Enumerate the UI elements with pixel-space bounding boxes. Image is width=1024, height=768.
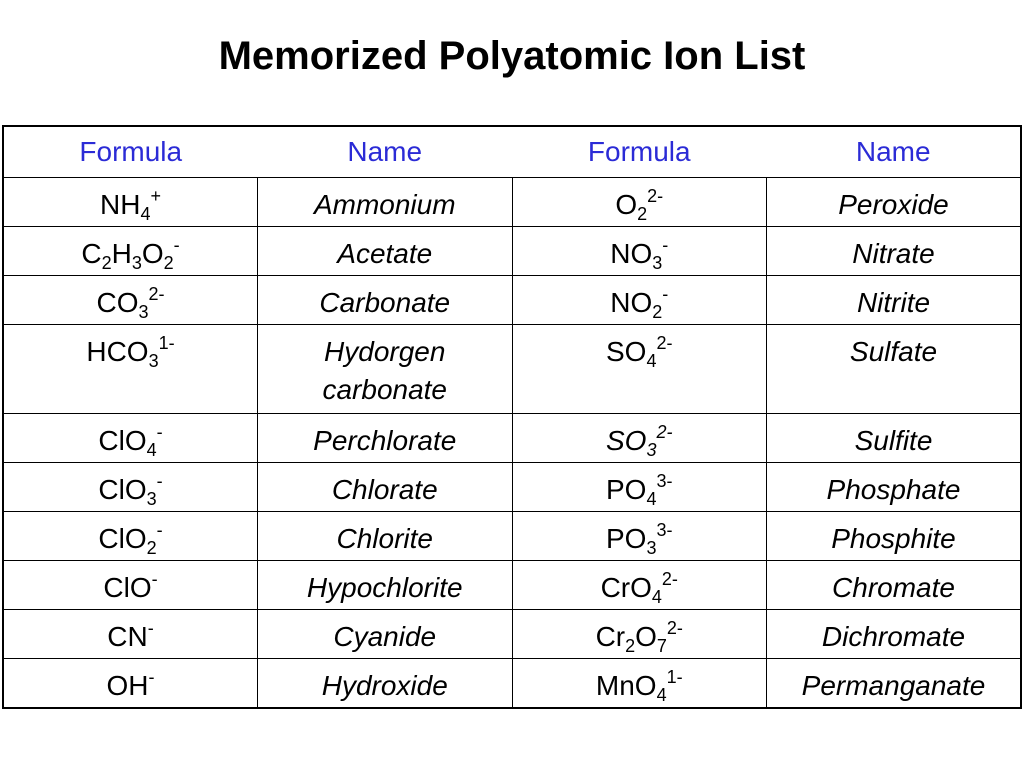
name-cell: Permanganate (767, 659, 1022, 709)
formula-cell (3, 276, 258, 325)
name-cell: Chlorate (258, 463, 513, 512)
header-formula: Formula (512, 126, 767, 178)
table-row (3, 610, 1021, 659)
formula-part: 1- (666, 667, 683, 687)
formula-cell (512, 659, 767, 709)
formula-part: - (662, 235, 669, 255)
formula-part: 2 (101, 253, 112, 273)
formula-part: NO (610, 238, 653, 269)
name-cell: Sulfate (767, 325, 1022, 414)
formula-part: 4 (651, 587, 662, 607)
formula-part: SO (606, 336, 647, 367)
formula-part: 3- (656, 471, 673, 491)
formula-part: ClO (103, 572, 152, 603)
table-row (3, 414, 1021, 463)
formula-part: 4 (140, 204, 151, 224)
formula-part: 3 (148, 351, 159, 371)
formula-part: 2- (656, 333, 673, 353)
formula-part: 2- (148, 284, 165, 304)
page-title: Memorized Polyatomic Ion List (218, 34, 806, 78)
formula-cell (512, 276, 767, 325)
formula-part: H (111, 238, 132, 269)
formula-part: 3 (138, 302, 149, 322)
formula-cell (512, 463, 767, 512)
name-cell: Perchlorate (258, 414, 513, 463)
name-cell: Phosphite (767, 512, 1022, 561)
formula-part: - (148, 667, 155, 687)
name-cell: Acetate (258, 227, 513, 276)
formula-cell (3, 325, 258, 414)
formula-cell (3, 610, 258, 659)
formula-part: 2 (163, 253, 174, 273)
formula-cell (3, 659, 258, 709)
formula-part: 3 (146, 489, 157, 509)
formula-part: 3 (646, 538, 657, 558)
formula-part: O (141, 238, 164, 269)
formula-part: - (151, 569, 158, 589)
header-formula: Formula (3, 126, 258, 178)
formula-part: ClO (98, 425, 147, 456)
formula-part: 2- (666, 618, 683, 638)
formula-cell (3, 463, 258, 512)
ion-table (2, 125, 1022, 709)
name-cell: Chromate (767, 561, 1022, 610)
formula-part: O (635, 621, 657, 652)
formula-part: OH (106, 670, 149, 701)
formula-part: 4 (646, 351, 657, 371)
formula-part: 2- (661, 569, 678, 589)
table-row (3, 512, 1021, 561)
formula-cell (3, 512, 258, 561)
formula-cell (512, 414, 767, 463)
formula-part: 2- (656, 422, 673, 442)
formula-part: 7 (656, 636, 667, 656)
formula-part: 2 (625, 636, 636, 656)
formula-cell (512, 227, 767, 276)
table-row (3, 227, 1021, 276)
name-cell: Ammonium (258, 178, 513, 227)
formula-part: - (156, 520, 163, 540)
name-cell: Nitrate (767, 227, 1022, 276)
formula-part: - (173, 235, 180, 255)
formula-part: 1- (158, 333, 175, 353)
formula-part: ClO (98, 523, 147, 554)
header-name: Name (258, 126, 513, 178)
name-cell: Phosphate (767, 463, 1022, 512)
formula-cell (3, 178, 258, 227)
table-row (3, 325, 1021, 414)
header-name: Name (767, 126, 1022, 178)
table-row (3, 178, 1021, 227)
name-cell: Nitrite (767, 276, 1022, 325)
formula-part: - (156, 471, 163, 491)
formula-part: 3 (646, 440, 657, 460)
name-cell: Carbonate (258, 276, 513, 325)
formula-part: 2 (652, 302, 663, 322)
formula-part: PO (606, 523, 647, 554)
formula-part: PO (606, 474, 647, 505)
formula-part: 4 (146, 440, 157, 460)
formula-part: 4 (646, 489, 657, 509)
formula-part: 3 (652, 253, 663, 273)
formula-part: + (150, 186, 161, 206)
header-row (3, 126, 1021, 178)
formula-part: 3 (131, 253, 142, 273)
table-row (3, 276, 1021, 325)
table-row (3, 659, 1021, 709)
formula-part: C (81, 238, 102, 269)
name-cell: Sulfite (767, 414, 1022, 463)
formula-cell (3, 561, 258, 610)
name-cell: Peroxide (767, 178, 1022, 227)
formula-part: Cr (595, 621, 626, 652)
formula-part: HCO (86, 336, 149, 367)
name-cell: Hydroxide (258, 659, 513, 709)
ion-table-body (3, 178, 1021, 709)
name-cell: Chlorite (258, 512, 513, 561)
table-row (3, 561, 1021, 610)
formula-part: O (615, 189, 638, 220)
name-cell: Hydorgen carbonate (258, 325, 513, 414)
name-cell: Cyanide (258, 610, 513, 659)
formula-part: - (147, 618, 154, 638)
formula-part: 2 (637, 204, 648, 224)
formula-part: 4 (656, 685, 667, 705)
formula-cell (512, 325, 767, 414)
formula-part: - (662, 284, 669, 304)
formula-cell (512, 610, 767, 659)
formula-cell (3, 227, 258, 276)
formula-part: ClO (98, 474, 147, 505)
formula-part: NO (610, 287, 653, 318)
formula-part: CrO (600, 572, 652, 603)
formula-part: 2- (647, 186, 664, 206)
formula-part: NH (100, 189, 141, 220)
table-row (3, 463, 1021, 512)
formula-part: SO (606, 425, 647, 456)
formula-part: CO (96, 287, 139, 318)
formula-cell (512, 561, 767, 610)
formula-part: MnO (595, 670, 657, 701)
formula-cell (512, 512, 767, 561)
formula-cell (512, 178, 767, 227)
formula-cell (3, 414, 258, 463)
name-cell: Dichromate (767, 610, 1022, 659)
formula-part: - (156, 422, 163, 442)
formula-part: 3- (656, 520, 673, 540)
formula-part: 2 (146, 538, 157, 558)
name-cell: Hypochlorite (258, 561, 513, 610)
formula-part: CN (107, 621, 148, 652)
